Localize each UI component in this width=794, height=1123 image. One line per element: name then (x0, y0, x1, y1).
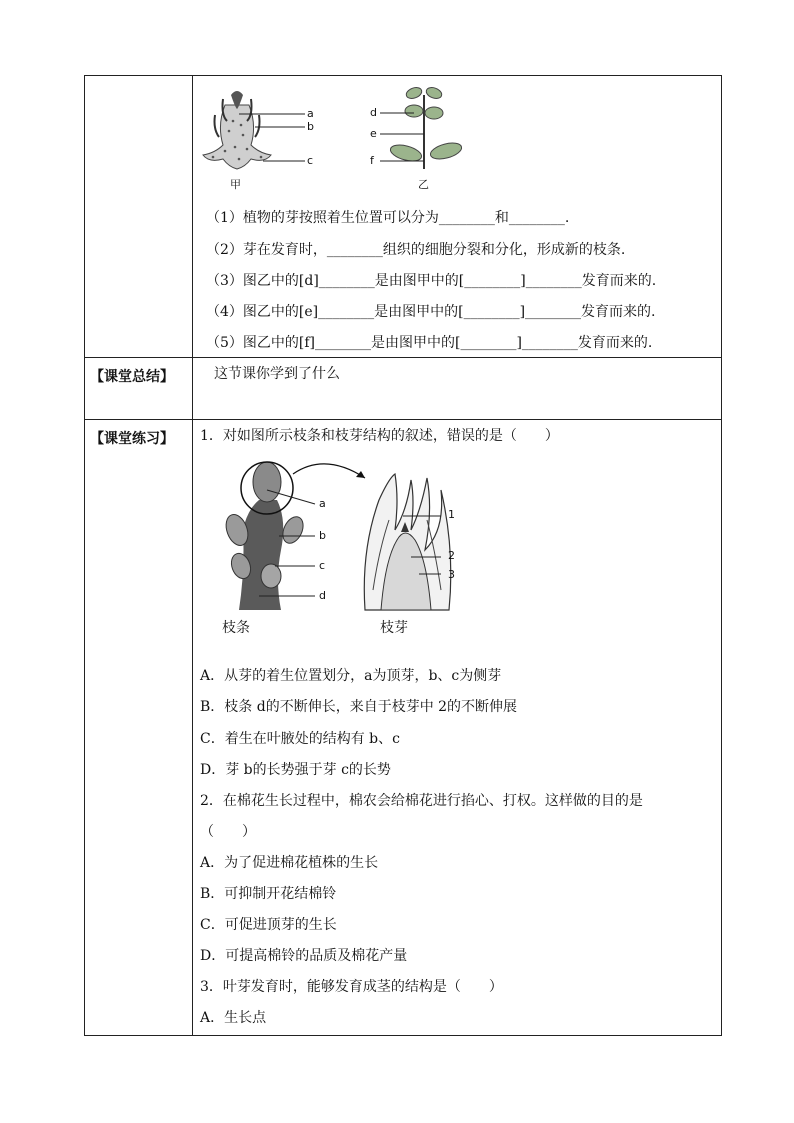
practice-q2-line2: （ ） (200, 824, 256, 840)
bud-section-label-1: 1 (448, 508, 455, 521)
fig-yi-label-d: d (370, 106, 377, 119)
question-5: （5）图乙中的[f]________是由图甲中的[________]________发育而来的. (206, 335, 653, 351)
table-border-left (84, 75, 85, 1036)
practice-q1: 1．对如图所示枝条和枝芽结构的叙述，错误的是（ ） (200, 428, 559, 444)
q2-option-d: D．可提高棉铃的品质及棉花产量 (200, 948, 408, 964)
bud-figure-jia (195, 85, 345, 195)
fig-jia-label-a: a (307, 107, 314, 120)
table-border-top (84, 75, 722, 76)
q1-option-c: C．着生在叶腋处的结构有 b、c (200, 731, 400, 747)
question-2: （2）芽在发育时，________组织的细胞分裂和分化，形成新的枝条. (206, 242, 626, 258)
bud-section-label-3: 3 (448, 568, 455, 581)
q2-option-b: B．可抑制开花结棉铃 (200, 886, 337, 902)
branch-label-c: c (319, 559, 326, 572)
row-divider-2 (84, 419, 722, 420)
table-border-right (721, 75, 722, 1036)
fig-yi-label-e: e (370, 127, 377, 140)
column-divider (192, 75, 193, 1036)
question-4: （4）图乙中的[e]________是由图甲中的[________]________发育而来的. (206, 304, 656, 320)
row-divider-1 (84, 357, 722, 358)
branch-label-a: a (319, 497, 326, 510)
bud-section-label-2: 2 (448, 549, 455, 562)
practice-q2-line1: 2．在棉花生长过程中，棉农会给棉花进行掐心、打权。这样做的目的是 (200, 793, 643, 809)
shoot-figure-yi (370, 85, 470, 185)
branch-label-b: b (319, 529, 326, 542)
table-border-bottom (84, 1035, 722, 1036)
q1-option-a: A．从芽的着生位置划分，a为顶芽，b、c为侧芽 (200, 668, 502, 684)
q1-option-d: D．芽 b的长势强于芽 c的长势 (200, 762, 391, 778)
practice-label: 【课堂练习】 (90, 431, 174, 447)
bud-drawing (203, 91, 271, 169)
fig-jia-label-b: b (307, 120, 314, 133)
q2-option-a: A．为了促进棉花植株的生长 (200, 855, 379, 871)
bud-section-drawing (364, 474, 451, 610)
branch-caption: 枝条 (222, 620, 250, 636)
q3-option-a: A．生长点 (200, 1010, 267, 1026)
bud-section-caption: 枝芽 (380, 620, 408, 636)
summary-content: 这节课你学到了什么 (214, 366, 340, 382)
q2-option-c: C．可促进顶芽的生长 (200, 917, 337, 933)
fig-yi-caption: 乙 (418, 178, 429, 191)
practice-q3: 3．叶芽发育时，能够发育成茎的结构是（ ） (200, 979, 503, 995)
fig-jia-label-c: c (307, 154, 314, 167)
fig-jia-caption: 甲 (230, 178, 241, 191)
question-1: （1）植物的芽按照着生位置可以分为________和________. (206, 210, 570, 226)
fig-yi-label-f: f (370, 154, 374, 167)
bud-section-figure (355, 470, 465, 620)
q1-option-b: B．枝条 d的不断伸长，来自于枝芽中 2的不断伸展 (200, 699, 518, 715)
question-3: （3）图乙中的[d]________是由图甲中的[________]________发育而来的. (206, 273, 657, 289)
summary-label: 【课堂总结】 (90, 369, 174, 385)
branch-label-d: d (319, 589, 326, 602)
shoot-drawing (389, 86, 464, 169)
